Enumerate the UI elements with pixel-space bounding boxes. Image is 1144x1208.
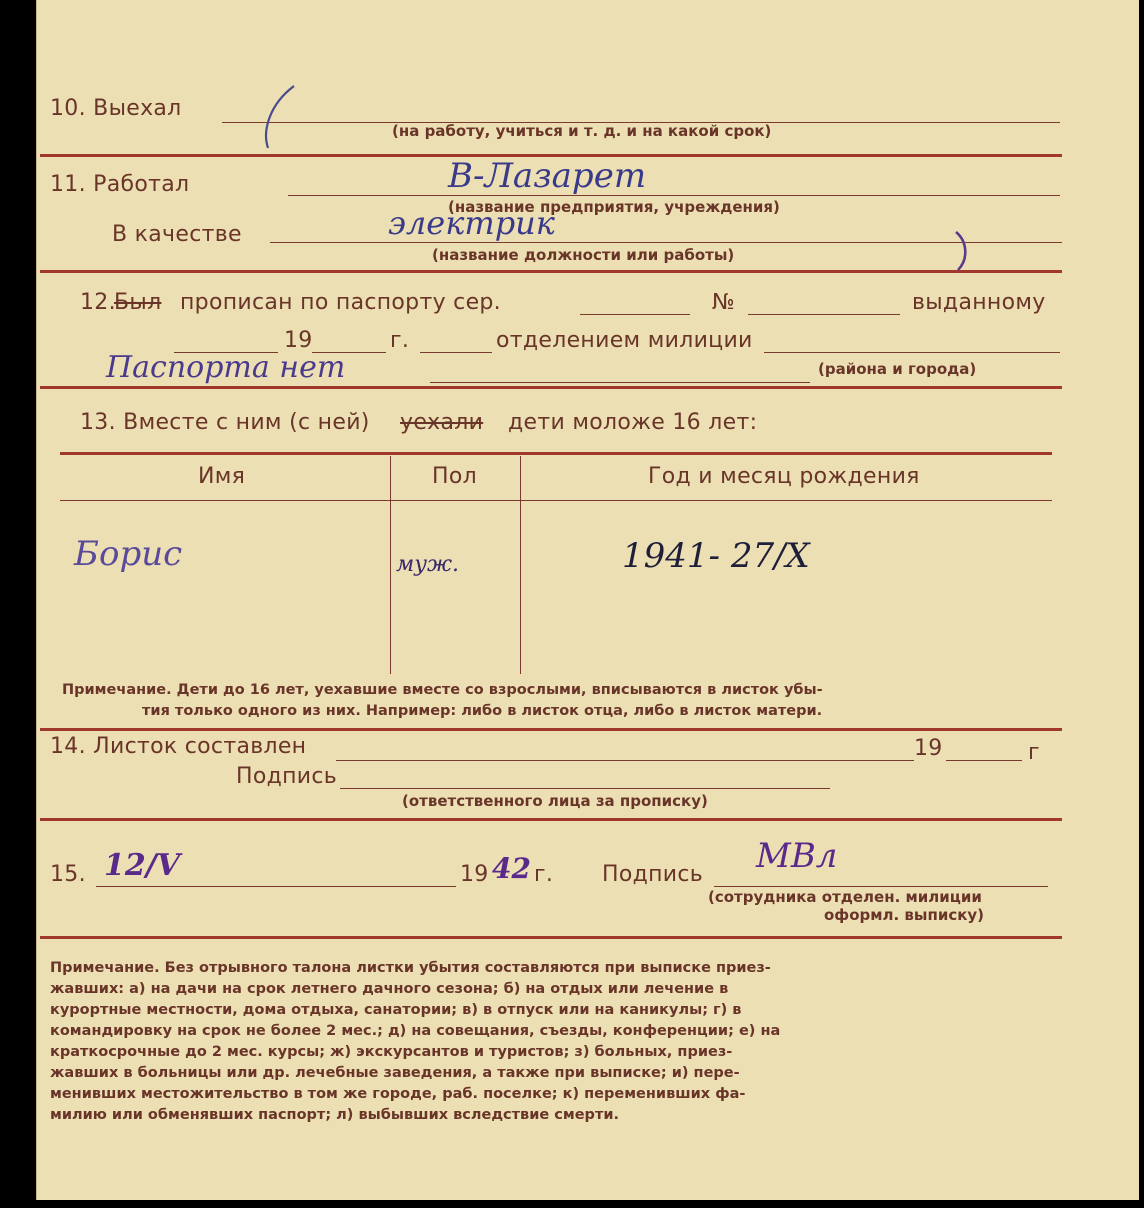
year-handwritten-15: 42 xyxy=(492,852,531,885)
district-line xyxy=(430,382,810,383)
section-11-hint: (название предприятия, учреждения) xyxy=(448,198,780,216)
sign-label-14: Подпись xyxy=(236,764,338,789)
year-suffix-14: г xyxy=(1028,740,1040,765)
signature-line-15 xyxy=(714,886,1048,887)
district-hint: (района и города) xyxy=(818,360,977,378)
table-divider-2 xyxy=(520,456,521,674)
section-14-label: 14. Листок составлен xyxy=(50,734,307,759)
footnote-line-7: менивших местожительство в том же городе, раб. поселке; к) переменивших фа- xyxy=(50,1086,746,1102)
section-13-label-end: дети моложе 16 лет: xyxy=(508,410,758,435)
footnote-line-8: милию или обменявших паспорт; л) выбывших вследствие смерти. xyxy=(50,1107,620,1123)
year-prefix-15: 19 xyxy=(460,862,489,887)
divider-15-footnote xyxy=(40,936,1062,939)
footnote-line-5: краткосрочные до 2 мес. курсы; ж) экскурсантов и туристов; з) больных, приез- xyxy=(50,1044,733,1060)
section-11-label: 11. Работал xyxy=(50,172,190,197)
divider-14-15 xyxy=(40,818,1062,821)
section-12-line1: прописан по паспорту сер. xyxy=(180,290,501,315)
section-14-hint: (ответственного лица за прописку) xyxy=(402,792,708,810)
signature-line-14 xyxy=(340,788,830,789)
footnote-line-3: курортные местности, дома отдыха, санатории; в) в отпуск или на каникулы; г) в xyxy=(50,1002,742,1018)
position-line xyxy=(270,242,1062,243)
issued-label: выданному xyxy=(912,290,1046,315)
section-10-label: 10. Выехал xyxy=(50,96,182,121)
section-13-label-start: 13. Вместе с ним (с ней) xyxy=(80,410,370,435)
year-suffix-15: г. xyxy=(534,862,554,887)
police-label: отделением милиции xyxy=(496,328,753,353)
number-line xyxy=(748,314,900,315)
divider-13-14 xyxy=(40,728,1062,731)
position-label: В качестве xyxy=(112,222,242,247)
position-handwritten: электрик xyxy=(388,204,555,242)
position-hint: (название должности или работы) xyxy=(432,246,735,264)
footnote-line-1: Примечание. Без отрывного талона листки убытия составляются при выписке приез- xyxy=(50,960,771,976)
section-13-note-line2: тия только одного из них. Например: либо в листок отца, либо в листок матери. xyxy=(142,703,823,719)
section-11-line xyxy=(288,195,1060,196)
series-line xyxy=(580,314,690,315)
section-10-hint: (на работу, учиться и т. д. и на какой срок) xyxy=(392,122,772,140)
child-sex: муж. xyxy=(396,552,460,577)
section-15-hint-line1: (сотрудника отделен. милиции xyxy=(708,888,982,906)
year-prefix-14: 19 xyxy=(914,736,943,761)
section-10-handwritten-mark xyxy=(252,82,302,152)
section-12-struck-word: Был xyxy=(114,290,162,315)
column-header-birth: Год и месяц рождения xyxy=(648,464,920,489)
child-birth: 1941- 27/X xyxy=(622,536,810,576)
section-13-struck-word: уехали xyxy=(400,410,484,435)
year-prefix-12: 19 xyxy=(284,328,313,353)
number-sign: № xyxy=(712,290,736,315)
table-divider-1 xyxy=(390,456,391,674)
column-header-name: Имя xyxy=(198,464,246,489)
section-12-number: 12. xyxy=(80,290,116,315)
year-suffix-12: г. xyxy=(390,328,410,353)
section-15-hint-line2: оформл. выписку) xyxy=(824,906,985,924)
section-13-note-line1: Примечание. Дети до 16 лет, уехавшие вместе со взрослыми, вписываются в листок убы- xyxy=(62,682,823,698)
passport-handwritten: Паспорта нет xyxy=(106,350,346,385)
year-line-14 xyxy=(946,760,1022,761)
workplace-handwritten: В-Лазарет xyxy=(448,156,647,196)
footnote-line-6: жавших в больницы или др. лечебные заведения, а также при выписке; и) пере- xyxy=(50,1065,740,1081)
officer-signature: МВл xyxy=(756,836,838,876)
compiled-line xyxy=(336,760,914,761)
section-15-date-handwritten: 12/V xyxy=(104,848,180,883)
divider-12-13 xyxy=(40,386,1062,389)
year-after-line-12 xyxy=(420,352,492,353)
divider-11-12 xyxy=(40,270,1062,273)
sign-label-15: Подпись xyxy=(602,862,704,887)
section-15-number: 15. xyxy=(50,862,86,887)
column-header-sex: Пол xyxy=(432,464,477,489)
children-table-top xyxy=(60,452,1052,455)
child-name: Борис xyxy=(74,534,183,574)
footnote-line-2: жавших: а) на дачи на срок летнего дачного сезона; б) на отдых или лечение в xyxy=(50,981,729,997)
children-table-header-line xyxy=(60,500,1052,501)
date-line-15 xyxy=(96,886,456,887)
police-line xyxy=(764,352,1060,353)
bracket-mark xyxy=(952,228,972,274)
footnote-line-4: командировку на срок не более 2 мес.; д) на совещания, съезды, конференции; е) на xyxy=(50,1023,781,1039)
